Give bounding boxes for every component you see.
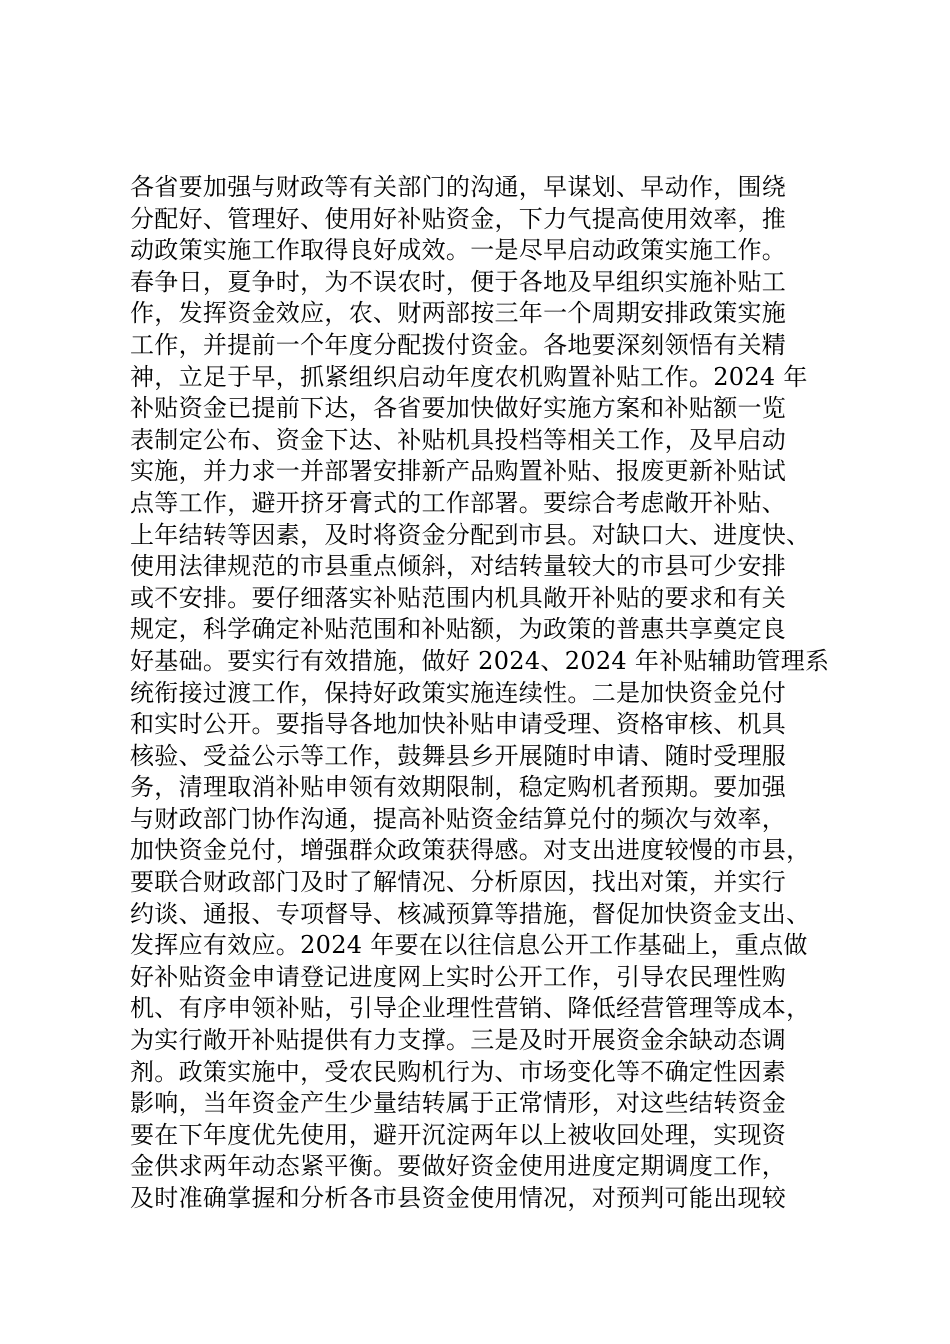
text-line: 及时准确掌握和分析各市县资金使用情况，对预判可能出现较	[130, 1184, 787, 1212]
text-line: 分配好、管理好、使用好补贴资金，下力气提高使用效率，推	[130, 204, 787, 233]
body-text	[130, 172, 830, 1215]
text-line: 好基础。要实行有效措施，做好 2024、2024 年补贴辅助管理系	[130, 646, 830, 675]
text-line: 工作，并提前一个年度分配拨付资金。各地要深刻领悟有关精	[130, 330, 787, 359]
text-line: 要联合财政部门及时了解情况、分析原因，找出对策，并实行	[130, 868, 787, 897]
text-line: 作，发挥资金效应，农、财两部按三年一个周期安排政策实施	[130, 299, 787, 328]
text-line: 加快资金兑付，增强群众政策获得感。对支出进度较慢的市县，	[130, 836, 811, 865]
text-line: 要在下年度优先使用，避开沉淀两年以上被收回处理，实现资	[130, 1120, 787, 1149]
text-line: 动政策实施工作取得良好成效。一是尽早启动政策实施工作。	[130, 236, 787, 265]
text-line: 或不安排。要仔细落实补贴范围内机具敞开补贴的要求和有关	[130, 583, 787, 612]
text-line: 好补贴资金申请登记进度网上实时公开工作，引导农民理性购	[130, 962, 787, 991]
text-line: 实施，并力求一并部署安排新产品购置补贴、报废更新补贴试	[130, 457, 787, 486]
text-line: 表制定公布、资金下达、补贴机具投档等相关工作，及早启动	[130, 425, 787, 454]
text-line: 剂。政策实施中，受农民购机行为、市场变化等不确定性因素	[130, 1057, 787, 1086]
text-line: 统衔接过渡工作，保持好政策实施连续性。二是加快资金兑付	[130, 678, 787, 707]
text-line: 务，清理取消补贴申领有效期限制，稳定购机者预期。要加强	[130, 773, 787, 802]
text-line: 规定，科学确定补贴范围和补贴额，为政策的普惠共享奠定良	[130, 615, 787, 644]
text-line: 和实时公开。要指导各地加快补贴申请受理、资格审核、机具	[130, 710, 787, 739]
text-line: 各省要加强与财政等有关部门的沟通，早谋划、早动作，围绕	[130, 173, 787, 201]
text-line: 影响，当年资金产生少量结转属于正常情形，对这些结转资金	[130, 1089, 787, 1118]
text-line: 核验、受益公示等工作，鼓舞县乡开展随时申请、随时受理服	[130, 741, 787, 770]
text-line: 机、有序申领补贴，引导企业理性营销、降低经营管理等成本，	[130, 994, 811, 1023]
text-line: 补贴资金已提前下达，各省要加快做好实施方案和补贴额一览	[130, 394, 787, 423]
text-line: 发挥应有效应。2024 年要在以往信息公开工作基础上，重点做	[130, 931, 808, 960]
text-line: 使用法律规范的市县重点倾斜，对结转量较大的市县可少安排	[130, 552, 787, 581]
text-line: 约谈、通报、专项督导、核减预算等措施，督促加快资金支出、	[130, 899, 811, 928]
text-line: 点等工作，避开挤牙膏式的工作部署。要综合考虑敞开补贴、	[130, 488, 787, 517]
text-line: 与财政部门协作沟通，提高补贴资金结算兑付的频次与效率，	[130, 804, 787, 833]
text-line: 为实行敞开补贴提供有力支撑。三是及时开展资金余缺动态调	[130, 1026, 787, 1055]
text-line: 金供求两年动态紧平衡。要做好资金使用进度定期调度工作，	[130, 1152, 787, 1181]
text-line: 神，立足于早，抓紧组织启动年度农机购置补贴工作。2024 年	[130, 362, 808, 391]
text-line: 春争日，夏争时，为不误农时，便于各地及早组织实施补贴工	[130, 267, 787, 296]
text-line: 上年结转等因素，及时将资金分配到市县。对缺口大、进度快、	[130, 520, 811, 549]
